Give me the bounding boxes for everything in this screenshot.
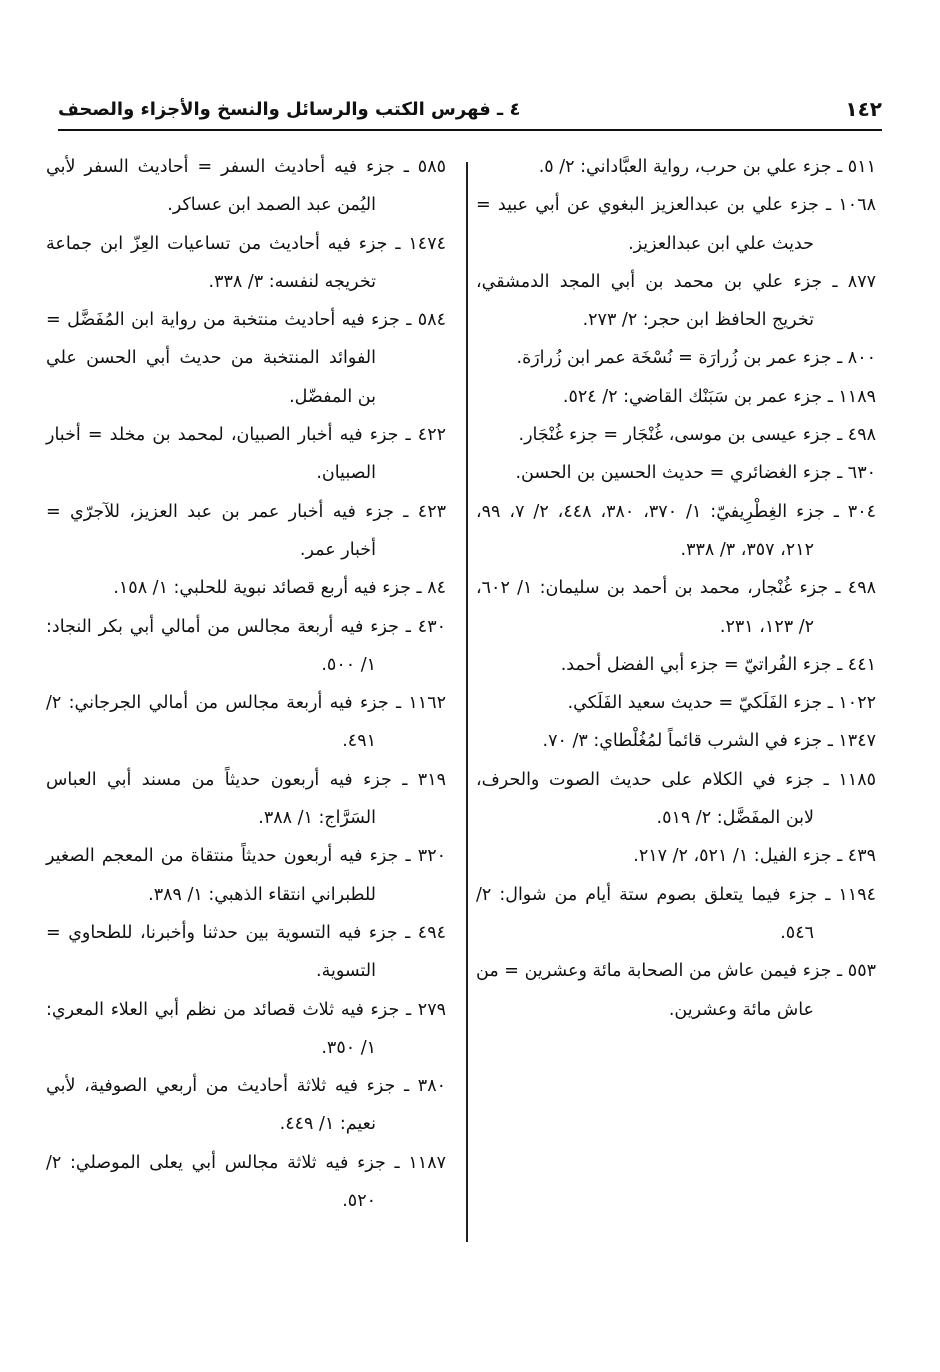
- index-entry: ٥٥٣ ـ جزء فيمن عاش من الصحابة مائة وعشرين = من عاش مائة وعشرين.: [476, 961, 876, 1020]
- index-entry: ٥١١ ـ جزء علي بن حرب، رواية العبَّاداني: ٢/ ٥.: [538, 157, 876, 177]
- header-rule: [58, 129, 882, 131]
- index-entry: ٤٣٠ ـ جزء فيه أربعة مجالس من أمالي أبي بكر النجاد: ١/ ٥٠٠.: [46, 616, 446, 675]
- index-entry: ٤٩٤ ـ جزء فيه التسوية بين حدثنا وأخبرنا، للطحاوي = التسوية.: [46, 922, 446, 982]
- index-entry: ٥٨٤ ـ جزء فيه أحاديث منتخبة من رواية ابن المُفَضَّل = الفوائد المنتخبة من حديث أبي الحسن علي بن المفضّل.: [46, 310, 446, 407]
- index-entry: ١٠٦٨ ـ جزء علي بن عبدالعزيز البغوي عن أبي عبيد = حديث علي ابن عبدالعزيز.: [476, 195, 876, 254]
- index-entry: ١١٨٧ ـ جزء فيه ثلاثة مجالس أبي يعلى الموصلي: ٢/ ٥٢٠.: [46, 1152, 446, 1212]
- index-entry: ١٣٤٧ ـ جزء في الشرب قائماً لمُغُلْطاي: ٣/ ٧٠.: [542, 731, 876, 752]
- index-entry: ٤٢٣ ـ جزء فيه أخبار عمر بن عبد العزيز، للآجرّي = أخبار عمر.: [46, 501, 446, 560]
- index-entry: ٤٢٢ ـ جزء فيه أخبار الصبيان، لمحمد بن مخلد = أخبار الصبيان.: [46, 425, 446, 484]
- index-column-left: [46, 148, 446, 1220]
- index-column-right: [476, 148, 876, 1029]
- index-entry: ٣٠٤ ـ جزء الغِطْرِيفيّ: ١/ ٣٧٠، ٣٨٠، ٤٤٨، ٢/ ٧، ٩٩، ٢١٢، ٣٥٧، ٣/ ٣٣٨.: [476, 501, 876, 560]
- index-entry: ٤٩٨ ـ جزء عيسى بن موسى، غُنْجَار = جزء غُنْجَار.: [518, 425, 876, 446]
- page-header: [58, 92, 882, 126]
- index-entry: ٢٧٩ ـ جزء فيه ثلاث قصائد من نظم أبي العلاء المعري: ١/ ٣٥٠.: [46, 999, 446, 1058]
- index-entry: ١١٦٢ ـ جزء فيه أربعة مجالس من أمالي الجرجاني: ٢/ ٤٩١.: [46, 693, 446, 752]
- index-entry: ٥٨٥ ـ جزء فيه أحاديث السفر = أحاديث السفر لأبي اليُمن عبد الصمد ابن عساكر.: [46, 157, 446, 216]
- index-entry: ٤٤١ ـ جزء الفُراتيّ = جزء أبي الفضل أحمد.: [560, 654, 876, 675]
- index-entry: ٤٣٩ ـ جزء الفيل: ١/ ٥٢١، ٢/ ٢١٧.: [633, 846, 876, 867]
- column-divider: [466, 162, 468, 1242]
- index-entry: ٦٣٠ ـ جزء الغضائري = حديث الحسين بن الحسن.: [515, 463, 876, 484]
- index-entry: ٨٧٧ ـ جزء علي بن محمد بن أبي المجد الدمشقي، تخريج الحافظ ابن حجر: ٢/ ٢٧٣.: [476, 271, 876, 331]
- index-entry: ١٤٧٤ ـ جزء فيه أحاديث من تساعيات العِزّ ابن جماعة تخريجه لنفسه: ٣/ ٣٣٨.: [46, 233, 446, 292]
- index-entry: ٣٢٠ ـ جزء فيه أربعون حديثاً منتقاة من المعجم الصغير للطبراني انتقاء الذهبي: ١/ ٣٨٩.: [46, 846, 446, 905]
- index-entry: ١١٨٥ ـ جزء في الكلام على حديث الصوت والحرف، لابن المفَضَّل: ٢/ ٥١٩.: [476, 769, 876, 829]
- page-number: ١٤٢: [845, 97, 882, 121]
- index-entry: ١١٨٩ ـ جزء عمر بن سَبَنْك القاضي: ٢/ ٥٢٤.: [562, 386, 876, 407]
- index-entry: ١٠٢٢ ـ جزء الفَلَكيّ = حديث سعيد الفَلَكي.: [567, 693, 876, 714]
- index-entry: ٨٠٠ ـ جزء عمر بن زُرارَة = نُسْخَة عمر ابن زُرارَة.: [516, 348, 876, 369]
- index-entry: ٣١٩ ـ جزء فيه أربعون حديثاً من مسند أبي العباس السَرَّاج: ١/ ٣٨٨.: [46, 769, 446, 829]
- running-title: ٤ ـ فهرس الكتب والرسائل والنسخ والأجزاء والصحف: [58, 98, 521, 120]
- index-entry: ٤٩٨ ـ جزء غُنْجار، محمد بن أحمد بن سليمان: ١/ ٦٠٢، ٢/ ١٢٣، ٢٣١.: [476, 578, 876, 637]
- index-entry: ٨٤ ـ جزء فيه أربع قصائد نبوية للحلبي: ١/ ١٥٨.: [113, 578, 446, 599]
- index-entry: ٣٨٠ ـ جزء فيه ثلاثة أحاديث من أربعي الصوفية، لأبي نعيم: ١/ ٤٤٩.: [46, 1076, 446, 1135]
- index-entry: ١١٩٤ ـ جزء فيما يتعلق بصوم ستة أيام من شوال: ٢/ ٥٤٦.: [476, 884, 876, 943]
